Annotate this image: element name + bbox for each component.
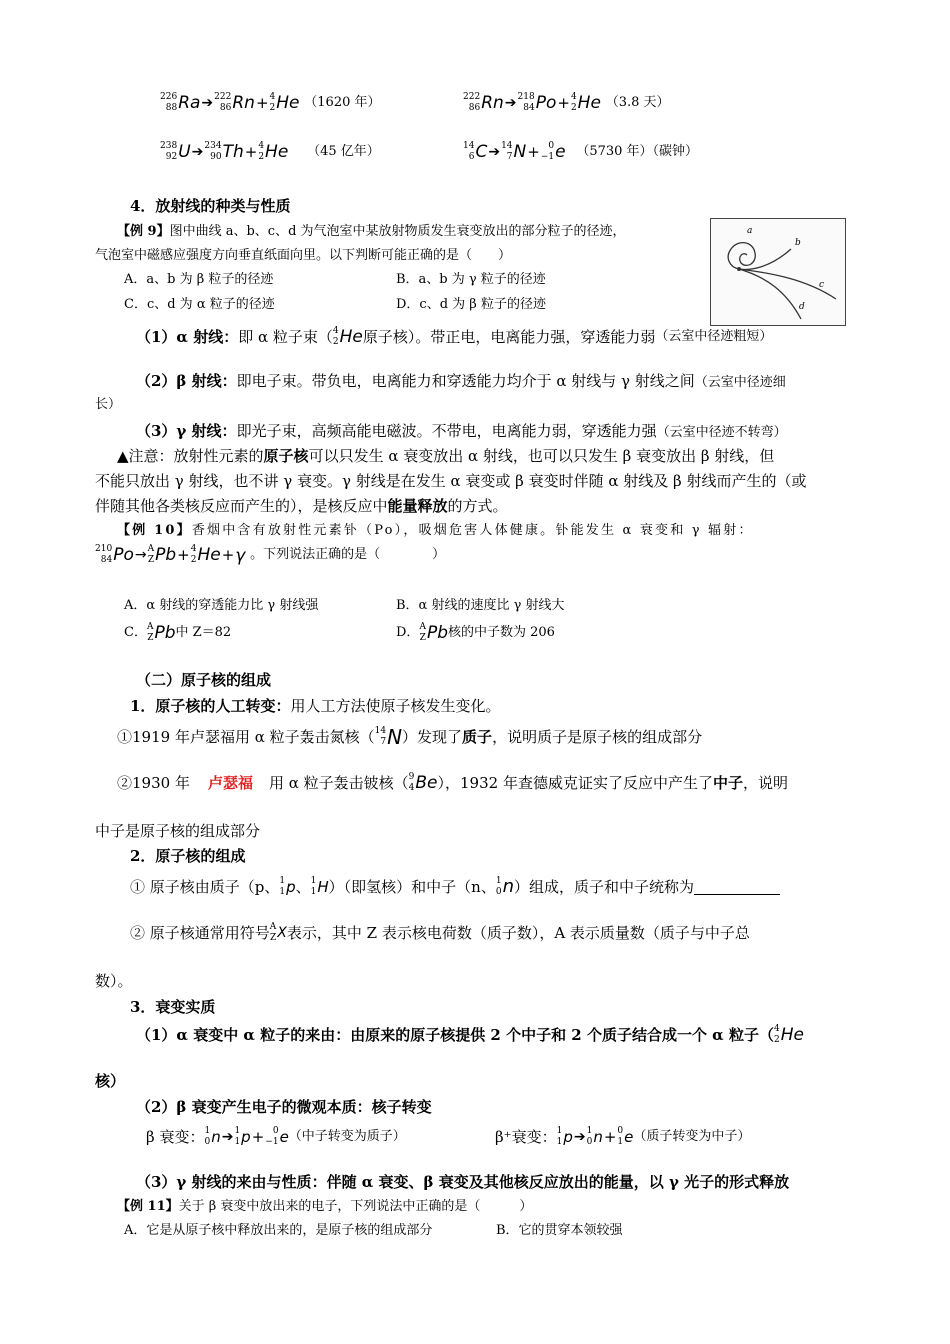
gamma-origin-line: （3）γ 射线的来由与性质：伴随 α 衰变、β 衰变及其他核反应放出的能量，以 γ 光子的形式释放 — [136, 1173, 790, 1191]
example-9-line2: 气泡室中磁感应强度方向垂直纸面向里。以下判断可能正确的是（ ） — [95, 248, 512, 263]
track-label-d: d — [799, 302, 805, 312]
beta-plus-decay-line: β⁺衰变： 1 1 p➔ 1 0 n+ 0 1 e（质子转变为中子） — [495, 1126, 751, 1147]
beta-decay-title: （2）β 衰变产生电子的微观本质：核子转变 — [136, 1098, 432, 1116]
example-11-option-b[interactable]: B．它的贯穿本领较强 — [496, 1223, 623, 1238]
example-9-option-a[interactable]: A．a、b 为 β 粒子的径迹 — [124, 272, 274, 287]
notice-line2: 不能只放出 γ 射线，也不讲 γ 衰变。γ 射线是在发生 α 衰变或 β 衰变时伴随 α 射线及 β 射线而产生的（或 — [95, 472, 807, 490]
decay-essence-title: 3．衰变实质 — [130, 998, 216, 1016]
example-9-option-d[interactable]: D．c、d 为 β 粒子的径迹 — [396, 297, 546, 312]
notice-line1: ▲注意：放射性元素的原子核可以只发生 α 衰变放出 α 射线，也可以只发生 β 衰变放出 β 射线，但 — [117, 447, 775, 465]
chadwick-line2: 中子是原子核的组成部分 — [95, 822, 261, 840]
example-9-option-b[interactable]: B．a、b 为 γ 粒子的径迹 — [396, 272, 546, 287]
decay-u: 238 92 U➔ 234 90 Th+ 4 2 He （45 亿年） — [160, 141, 380, 162]
beta-minus-decay-line: β 衰变： 1 0 n➔ 1 1 p+ 0 −1 e（中子转变为质子） — [146, 1126, 406, 1147]
beta-ray-line2: 长） — [95, 397, 122, 412]
example-10-option-a[interactable]: A．α 射线的穿透能力比 γ 射线强 — [124, 598, 319, 613]
alpha-decay-origin-line2: 核） — [95, 1072, 126, 1090]
decay-rn: 222 86 Rn➔ 218 84 Po+ 4 2 He （3.8 天） — [463, 92, 670, 113]
example-11-option-a[interactable]: A．它是从原子核中释放出来的，是原子核的组成部分 — [124, 1223, 433, 1238]
alpha-decay-origin-line: （1）α 衰变中 α 粒子的来由：由原来的原子核提供 2 个中子和 2 个质子结合成一个 α 粒子（ 4 2 He — [136, 1024, 804, 1045]
rutherford-1919-line: ①1919 年卢瑟福用 α 粒子轰击氮核（ 14 7 N）发现了质子，说明质子是原子核的组成部分 — [117, 725, 703, 749]
composition-line2: ② 原子核通常用符号 A Z X表示，其中 Z 表示核电荷数（质子数），A 表示质量数（质子与中子总 — [130, 922, 750, 943]
alpha-ray-line: （1）α 射线：即 α 粒子束（ 4 2 He原子核）。带正电，电离能力强，穿透能力弱（云室中径迹粗短） — [136, 326, 773, 347]
section-title-rays: 4．放射线的种类与性质 — [130, 197, 291, 215]
example-10-option-d[interactable]: D． A Z Pb核的中子数为 206 — [396, 622, 555, 643]
nucleus-composition-title: 2．原子核的组成 — [130, 847, 246, 865]
decay-ra: 226 88 Ra➔ 222 86 Rn+ 4 2 He （1620 年） — [160, 92, 381, 113]
example-11-line1: 【例 11】关于 β 衰变中放出来的电子，下列说法中正确的是（ ） — [117, 1199, 533, 1214]
chadwick-1932-line: ②1930 年 卢瑟福 用 α 粒子轰击铍核（ 9 4 Be），1932 年查德威克证实了反应中产生了中子，说明 — [117, 772, 788, 793]
bubble-chamber-figure — [710, 218, 846, 326]
track-label-c: c — [819, 280, 825, 290]
decay-c: 14 6 C➔ 14 7 N+ 0 −1 e （5730 年）（碳钟） — [463, 141, 699, 162]
composition-line3: 数）。 — [95, 972, 133, 990]
example-9-option-c[interactable]: C．c、d 为 α 粒子的径迹 — [124, 297, 275, 312]
blank-answer-rutherford: 卢瑟福 — [207, 774, 253, 792]
example-9-line1: 【例 9】图中曲线 a、b、c、d 为气泡室中某放射物质发生衰变放出的部分粒子的径迹， — [117, 224, 626, 239]
part2-title: （二）原子核的组成 — [136, 671, 272, 689]
fill-in-blank-nucleon[interactable] — [694, 880, 780, 895]
example-10-option-c[interactable]: C． A Z Pb中 Z＝82 — [124, 622, 232, 643]
notice-line3: 伴随其他各类核反应而产生的），是核反应中能量释放的方式。 — [95, 497, 508, 515]
example-10-option-b[interactable]: B．α 射线的速度比 γ 射线大 — [396, 598, 565, 613]
beta-ray-line: （2）β 射线：即电子束。带负电，电离能力和穿透能力均介于 α 射线与 γ 射线之间（云室中径迹细 — [136, 372, 786, 390]
example-10-line1: 【例 10】香烟中含有放射性元素钋（Po），吸烟危害人体健康。钋能发生 α 衰变和 γ 辐射： — [117, 523, 754, 538]
artificial-transmutation-line: 1．原子核的人工转变：用人工方法使原子核发生变化。 — [130, 697, 501, 715]
track-label-b: b — [795, 238, 801, 248]
example-10-equation: 210 84 Po→ A Z Pb+ 4 2 He+γ 。下列说法正确的是（ ） — [95, 544, 446, 566]
composition-line1: ① 原子核由质子（p、 1 1 p、 1 1 H）（即氢核）和中子（n、 1 0 n）组成，质子和中子统称为 — [130, 876, 780, 908]
gamma-ray-line: （3）γ 射线：即光子束，高频高能电磁波。不带电，电离能力弱，穿透能力强（云室中径迹不转弯） — [136, 422, 787, 440]
particle-tracks-diagram — [711, 219, 845, 325]
track-label-a: a — [747, 226, 753, 236]
